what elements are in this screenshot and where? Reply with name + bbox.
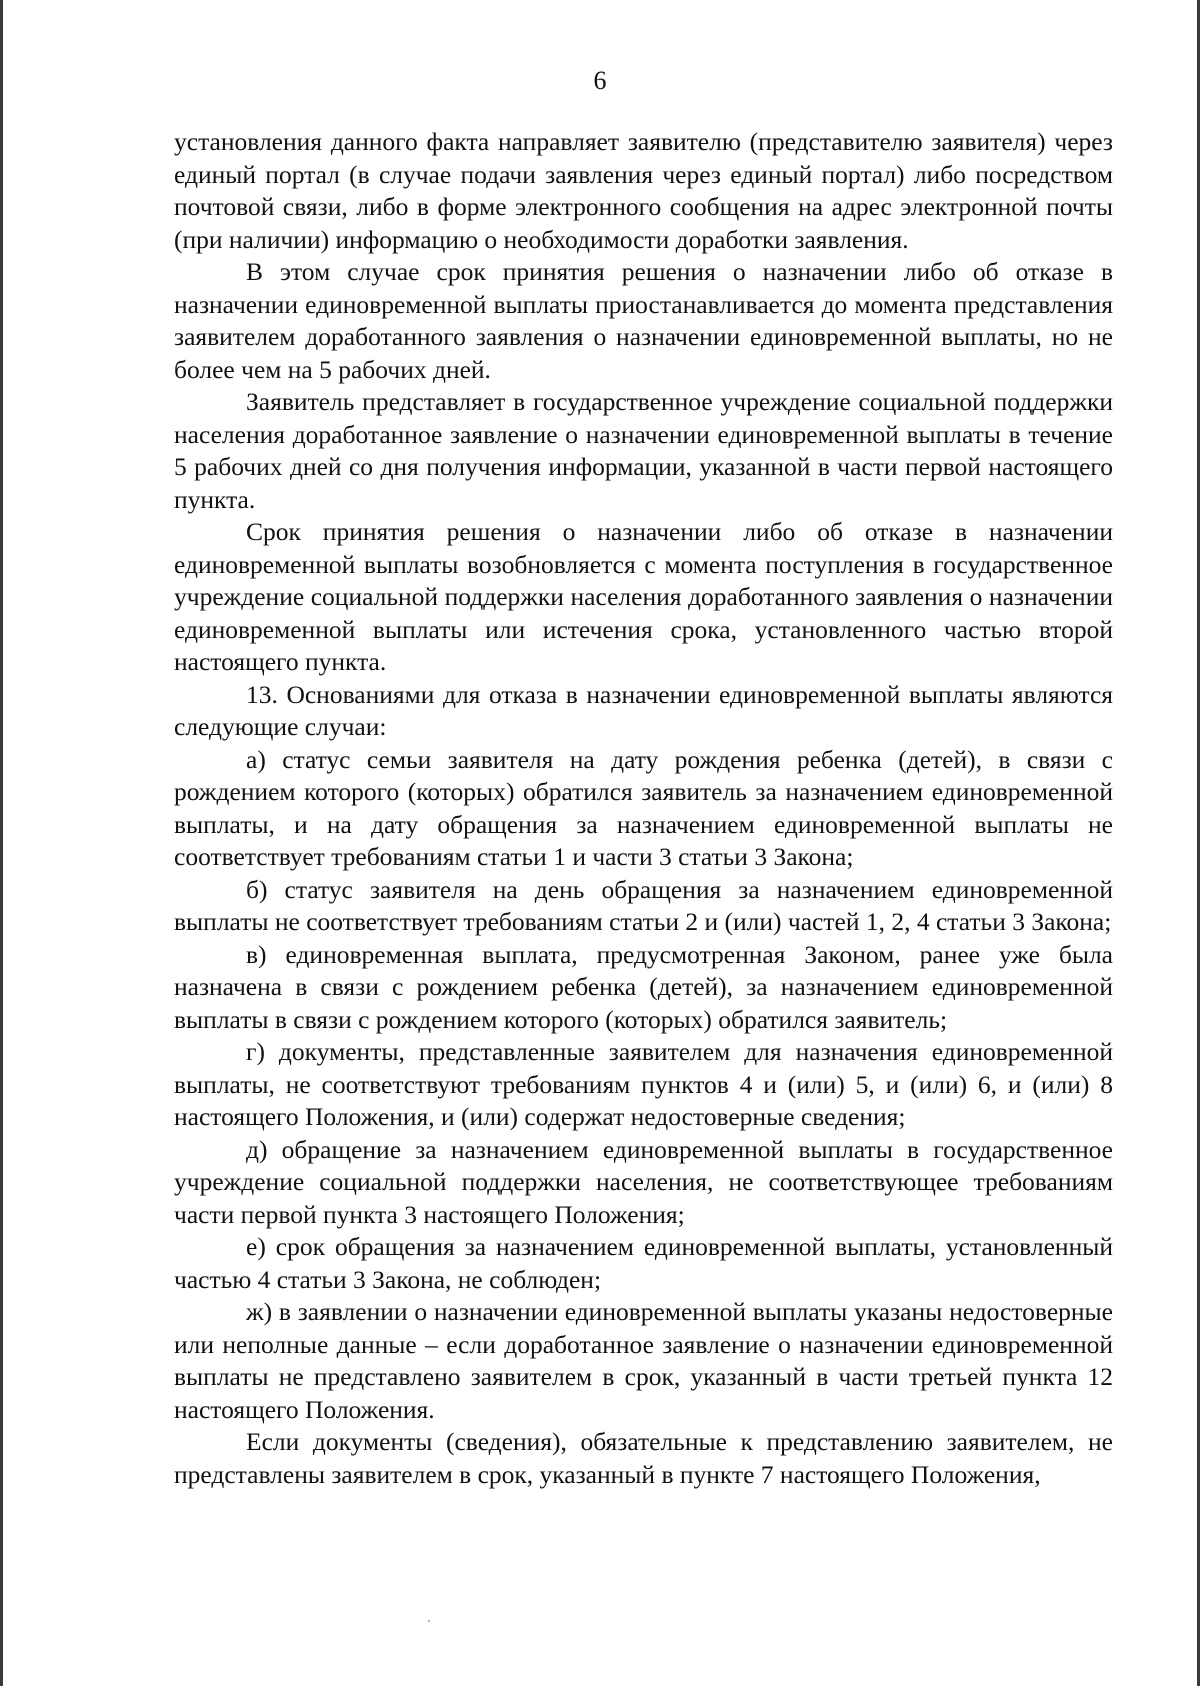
paragraph-suspension-term: В этом случае срок принятия решения о назначении либо об отказе в назначении единовременной выплаты приостанавливается до момента представления заявителем доработанного заявления о назначении единовременной выплаты, но не более чем на 5 рабочих дней. bbox=[174, 257, 1113, 384]
paragraph-subitem-g: г) документы, представленные заявителем для назначения единовременной выплаты, не соответствуют требованиям пунктов 4 и (или) 5, и (или) 6, и (или) 8 настоящего Положения, и (или) содержат недостоверные сведения; bbox=[174, 1037, 1113, 1131]
paragraph-subitem-v: в) единовременная выплата, предусмотренная Законом, ранее уже была назначена в связи с рождением ребенка (детей), за назначением единовременной выплаты в связи с рождением которого (которых) обратился заявитель; bbox=[174, 939, 1113, 1034]
paragraph-subitem-d: д) обращение за назначением единовременной выплаты в государственное учреждение социальной поддержки населения, не соответствующее требованиям части первой пункта 3 настоящего Положения; bbox=[174, 1134, 1113, 1229]
paragraph-documents-not-submitted: Если документы (сведения), обязательные к представлению заявителем, не представлены заявителем в срок, указанный в пункте 7 настоящего Положения, bbox=[174, 1427, 1113, 1489]
paragraph-subitem-b: б) статус заявителя на день обращения за назначением единовременной выплаты не соответствует требованиям статьи 2 и (или) частей 1, 2, 4 статьи 3 Закона; bbox=[174, 874, 1113, 936]
page-number: 6 bbox=[593, 66, 607, 95]
paragraph-subitem-zh: ж) в заявлении о назначении единовременной выплаты указаны недостоверные или неполные данные – если доработанное заявление о назначении единовременной выплаты не представлено заявителем в срок, указанный в части третьей пункта 12 настоящего Положения. bbox=[174, 1297, 1113, 1424]
document-body bbox=[174, 126, 1113, 1491]
paragraph-term-resumption: Срок принятия решения о назначении либо об отказе в назначении единовременной выплаты возобновляется с момента поступления в государственное учреждение социальной поддержки населения доработанного заявления о назначении единовременной выплаты или истечения срока, установленного частью второй настоящего пункта. bbox=[174, 517, 1113, 676]
paragraph-subitem-e: е) срок обращения за назначением единовременной выплаты, установленный частью 4 статьи 3 Закона, не соблюден; bbox=[174, 1232, 1113, 1294]
scan-speck bbox=[428, 1620, 430, 1622]
paragraph-resubmission: Заявитель представляет в государственное учреждение социальной поддержки населения доработанное заявление о назначении единовременной выплаты в течение 5 рабочих дней со дня получения информации, указанной в части первой настоящего пункта. bbox=[174, 387, 1113, 514]
scan-edge-left bbox=[0, 0, 3, 1686]
paragraph-subitem-a: а) статус семьи заявителя на дату рождения ребенка (детей), в связи с рождением которого (которых) обратился заявитель за назначением единовременной выплаты, и на дату обращения за назначением единовременной выплаты не соответствует требованиям статьи 1 и части 3 статьи 3 Закона; bbox=[174, 744, 1113, 871]
paragraph-item-13: 13. Основаниями для отказа в назначении единовременной выплаты являются следующие случаи: bbox=[174, 679, 1113, 741]
paragraph-continuation: установления данного факта направляет заявителю (представителю заявителя) через единый портал (в случае подачи заявления через единый портал) либо посредством почтовой связи, либо в форме электронного сообщения на адрес электронной почты (при наличии) информацию о необходимости доработки заявления. bbox=[174, 127, 1113, 254]
